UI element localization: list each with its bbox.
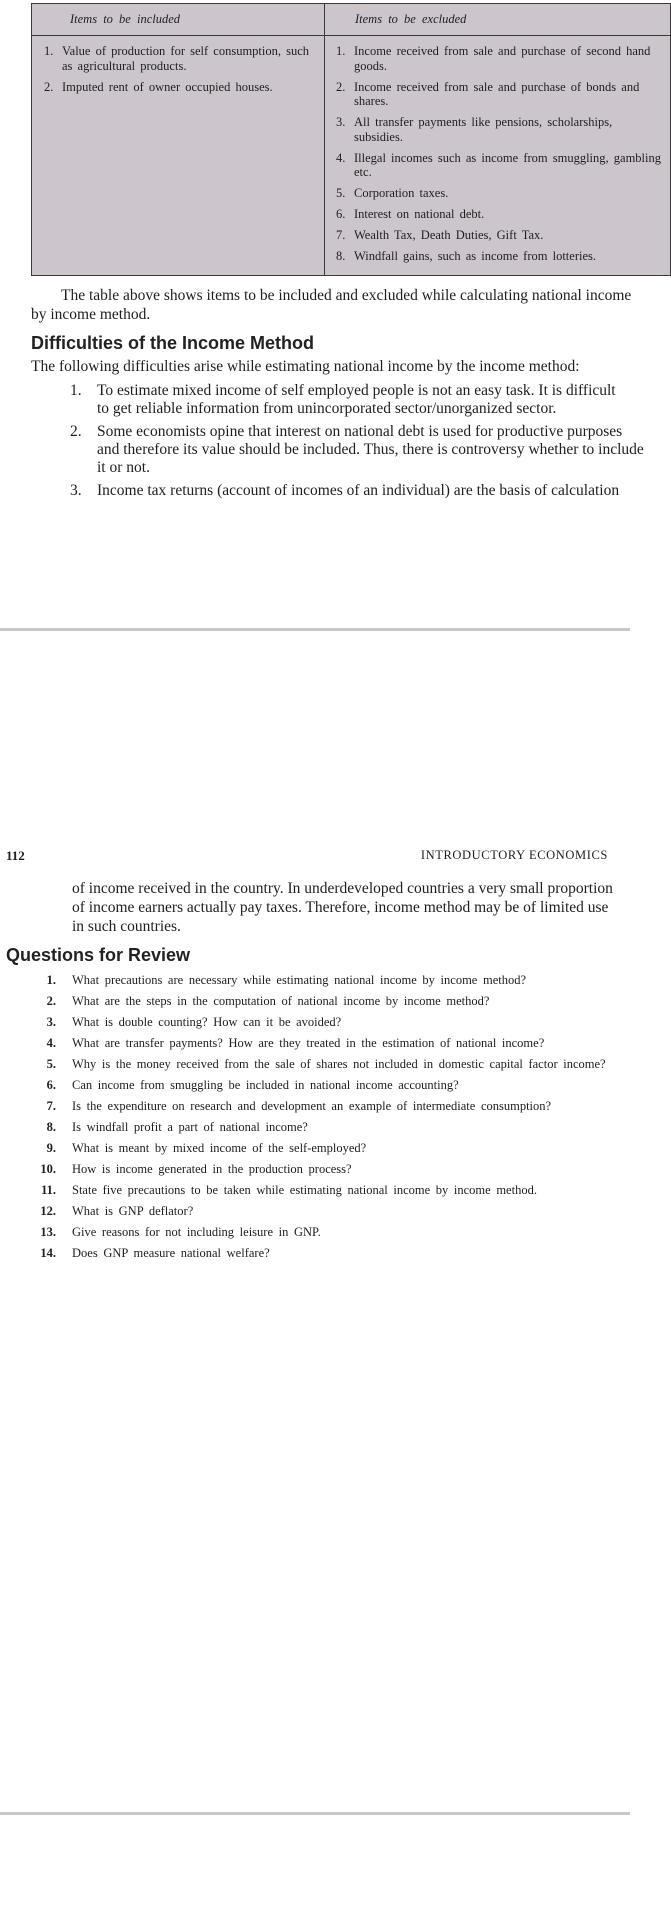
section-title-difficulties: Difficulties of the Income Method (31, 333, 315, 353)
question-item: 2. What are the steps in the computation of national income by income method? (46, 994, 490, 1008)
question-item: 7. Is the expenditure on research and development an example of intermediate consumption? (46, 1099, 552, 1113)
list-item: 2. Some economists opine that interest on national debt is used for productive purposes and therefore its value should be included. Thus, there is controversy whether to include it or not. (70, 423, 644, 476)
review-questions-list (28, 973, 618, 1267)
excluded-item: 8. Windfall gains, such as income from lotteries. (336, 249, 596, 263)
difficulties-list (70, 382, 670, 505)
question-item: 8. Is windfall profit a part of national income? (46, 1120, 308, 1134)
running-head: INTRODUCTORY ECONOMICS (420, 848, 608, 862)
excluded-item: 4. Illegal incomes such as income from smuggling, gambling etc. (336, 150, 661, 179)
table-header-excluded: Items to be excluded (355, 12, 467, 26)
question-item: 11. State five precautions to be taken while estimating national income by income method. (41, 1183, 537, 1197)
difficulties-intro: The following difficulties arise while estimating national income by the income method: (31, 358, 580, 375)
included-item: 1. Value of production for self consumption, such as agricultural products. (44, 44, 310, 73)
excluded-item: 3. All transfer payments like pensions, scholarships, subsidies. (336, 115, 613, 144)
page-number: 112 (6, 848, 25, 863)
page-separator (0, 628, 630, 631)
question-item: 13. Give reasons for not including leisure in GNP. (40, 1225, 321, 1239)
table-note-paragraph (31, 286, 671, 324)
table-note-line: by income method. (31, 306, 151, 323)
excluded-item: 7. Wealth Tax, Death Duties, Gift Tax. (336, 228, 544, 242)
question-item: 3. What is double counting? How can it be avoided? (46, 1015, 342, 1029)
table-column-divider (324, 4, 325, 275)
question-item: 9. What is meant by mixed income of the self-employed? (46, 1141, 367, 1155)
question-item: 10. How is income generated in the production process? (40, 1162, 352, 1176)
page-separator (0, 1812, 630, 1815)
excluded-items-column (336, 44, 666, 270)
list-item: 3. Income tax returns (account of incomes of an individual) are the basis of calculation (70, 482, 620, 499)
excluded-item: 5. Corporation taxes. (336, 186, 449, 200)
table-header-divider (32, 35, 670, 36)
table-header-included: Items to be included (70, 12, 181, 26)
excluded-item: 1. Income received from sale and purchase of second hand goods. (336, 44, 651, 73)
list-item: 1. To estimate mixed income of self employed people is not an easy task. It is difficult to get reliable information from unincorporated sector/unorganized sector. (70, 382, 616, 417)
question-item: 6. Can income from smuggling be included in national income accounting? (46, 1078, 459, 1092)
table-note-line: The table above shows items to be included and excluded while calculating national income (61, 287, 632, 304)
question-item: 14. Does GNP measure national welfare? (40, 1246, 270, 1260)
included-items-column (44, 44, 314, 101)
income-items-table (31, 3, 671, 276)
question-item: 5. Why is the money received from the sale of shares not included in domestic capital factor income? (46, 1057, 606, 1071)
continuation-paragraph: of income received in the country. In underdeveloped countries a very small proportion of income earners actually pay taxes. Therefore, income method may be of limited use in such countries. (72, 880, 613, 935)
section-title-questions: Questions for Review (6, 945, 191, 965)
question-item: 12. What is GNP deflator? (40, 1204, 194, 1218)
excluded-item: 6. Interest on national debt. (336, 207, 485, 221)
question-item: 4. What are transfer payments? How are they treated in the estimation of national income? (46, 1036, 545, 1050)
question-item: 1. What precautions are necessary while estimating national income by income method? (46, 973, 527, 987)
excluded-item: 2. Income received from sale and purchase of bonds and shares. (336, 79, 640, 108)
included-item: 2. Imputed rent of owner occupied houses. (44, 79, 273, 94)
